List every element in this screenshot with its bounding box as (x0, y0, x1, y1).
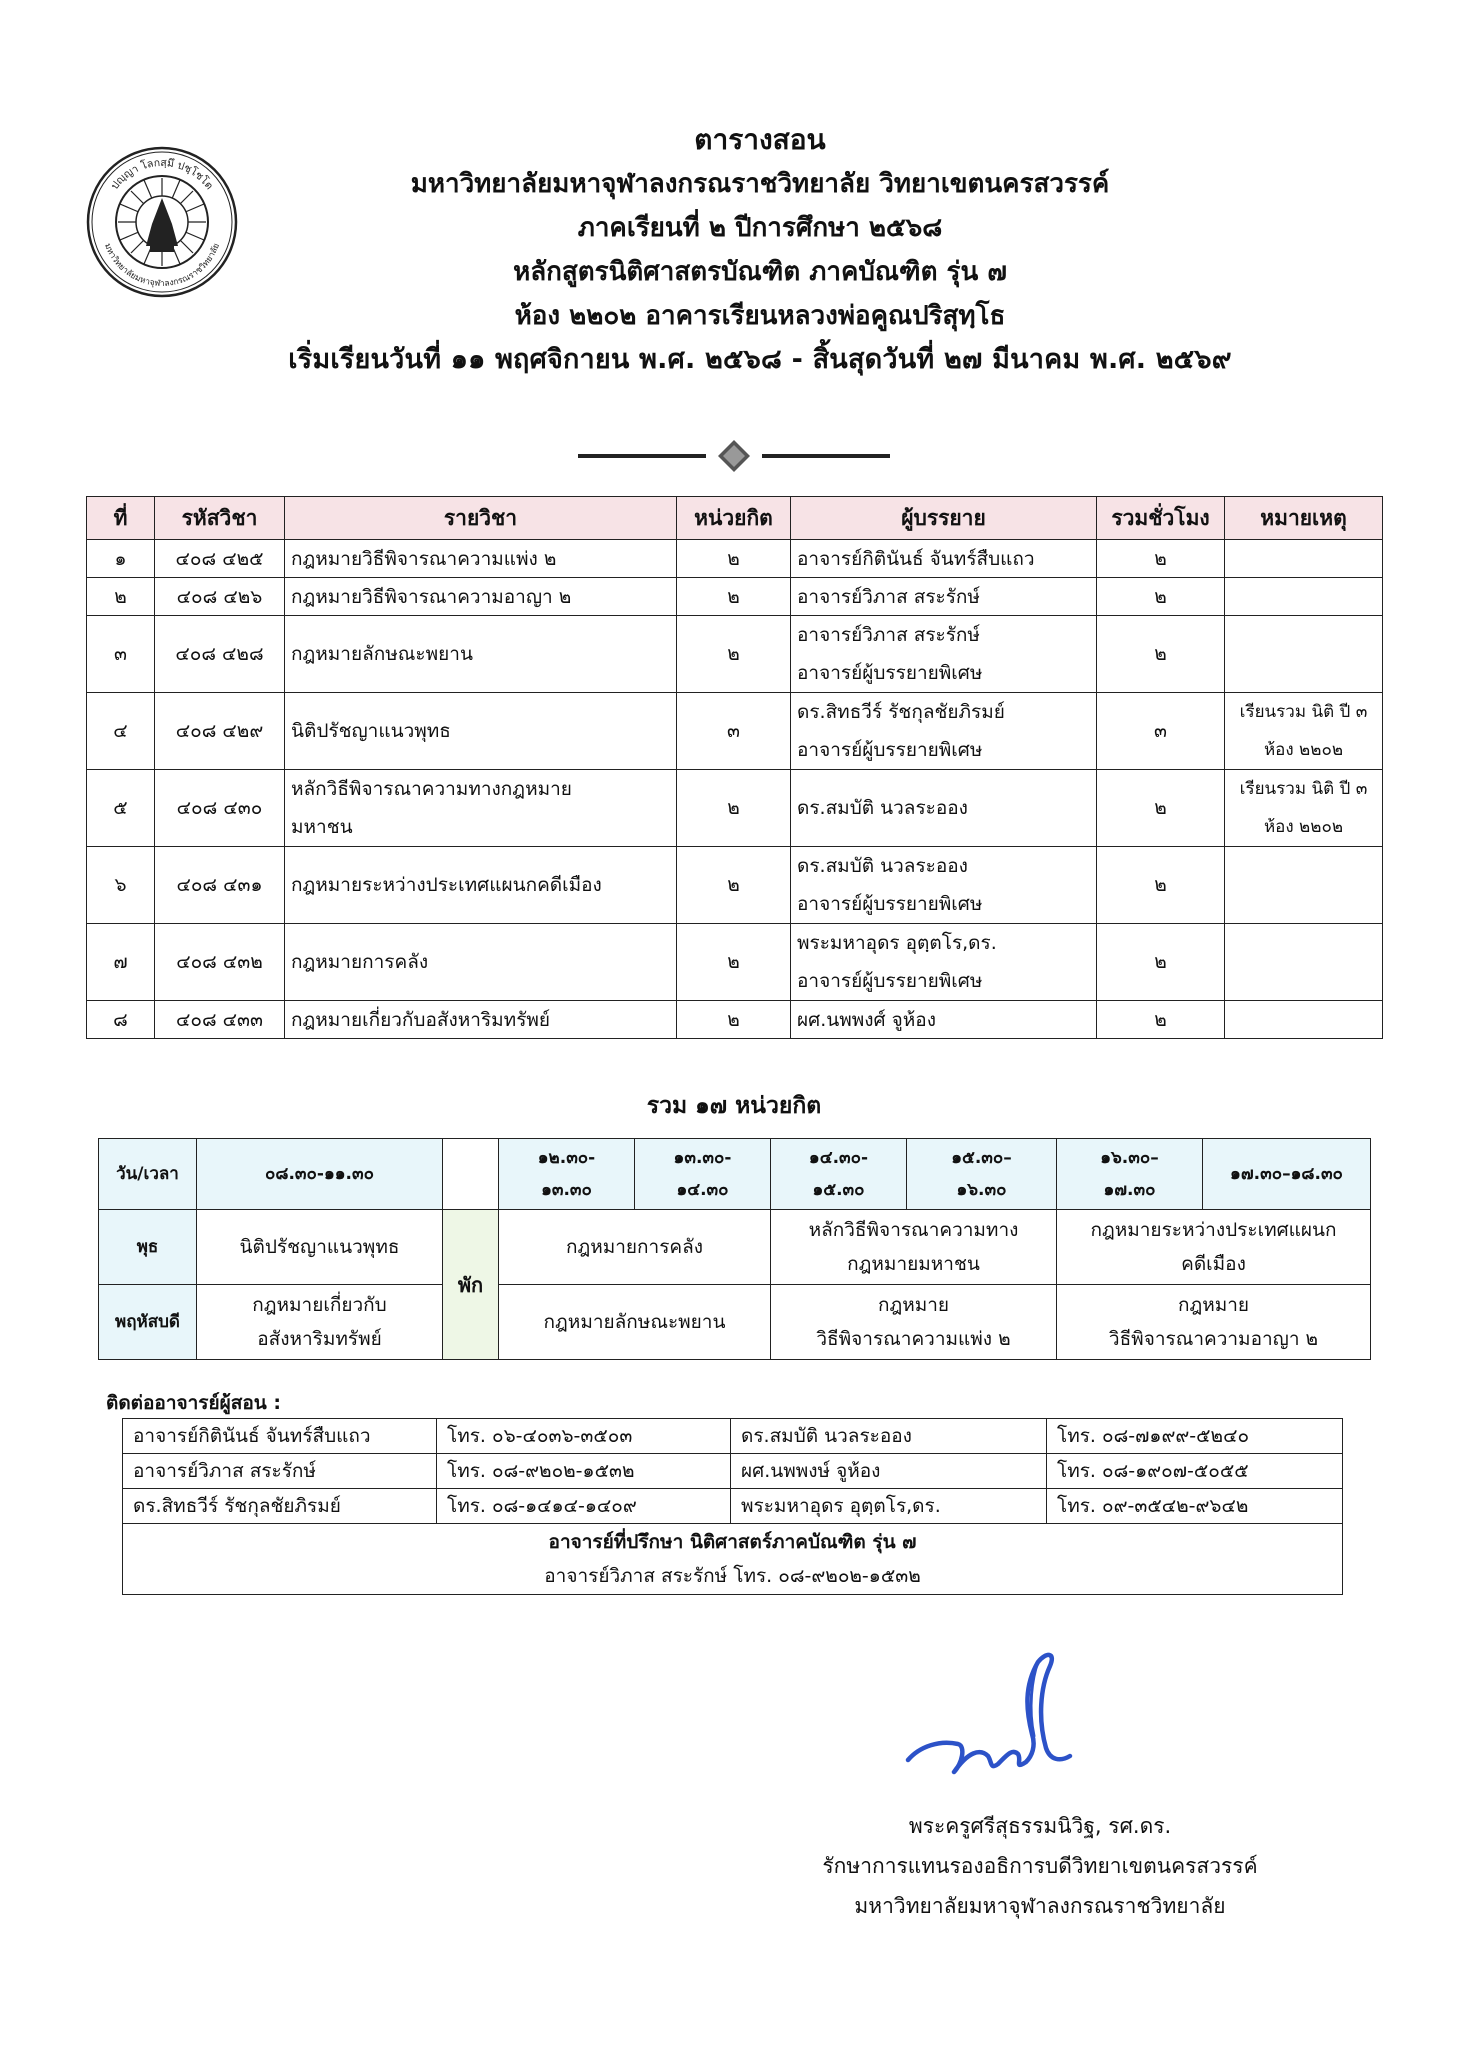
contact-phone: โทร. ๐๘-๑๙๐๗-๕๐๕๕ (1047, 1454, 1343, 1489)
advisor-title: อาจารย์ที่ปรึกษา นิติศาสตร์ภาคบัณฑิต รุ่น ๗ (548, 1531, 917, 1553)
cell-hours: ๓ (1097, 693, 1225, 770)
cell-no: ๑ (87, 540, 155, 578)
cell-hours: ๒ (1097, 770, 1225, 847)
cell-lecturer: อาจารย์วิภาส สระรักษ์ (791, 578, 1097, 616)
class-line-1: กฎหมาย (1177, 1294, 1250, 1316)
cell-no: ๔ (87, 693, 155, 770)
slot-end: ๑๓.๓๐ (541, 1180, 592, 1200)
advisor-contact: อาจารย์วิภาส สระรักษ์ โทร. ๐๘-๙๒๐๒-๑๕๓๒ (544, 1565, 921, 1587)
signer-name: พระครูศรีสุธรรมนิวิฐ, รศ.ดร. (908, 1814, 1172, 1838)
cell-code: ๔๐๘ ๔๒๕ (155, 540, 285, 578)
class-line-2: กฎหมายมหาชน (847, 1253, 980, 1275)
class-line-1: หลักวิธีพิจารณาความทาง (808, 1219, 1019, 1241)
cell-name: นิติปรัชญาแนวพุทธ (285, 693, 677, 770)
timetable-row-thursday (99, 1285, 1371, 1360)
lecturer-line-2: อาจารย์ผู้บรรยายพิเศษ (797, 739, 983, 761)
contact-name: อาจารย์กิตินันธ์ จันทร์สืบแถว (123, 1419, 437, 1454)
cell-note (1225, 1001, 1383, 1039)
course-table-header (87, 497, 1383, 540)
table-row (87, 770, 1383, 847)
table-row (87, 847, 1383, 924)
cell-lecturer (791, 847, 1097, 924)
svg-text:มหาวิทยาลัยมหาจุฬาลงกรณราชวิทย: มหาวิทยาลัยมหาจุฬาลงกรณราชวิทยาลัย (102, 242, 222, 290)
university-name: มหาวิทยาลัยมหาจุฬาลงกรณราชวิทยาลัย วิทยาเขตนครสวรรค์ (410, 169, 1110, 199)
slot-1530-1630 (907, 1139, 1057, 1210)
class-line-2: วิธีพิจารณาความแพ่ง ๒ (816, 1328, 1011, 1350)
contacts-table (122, 1418, 1343, 1595)
thu-class-3 (1057, 1285, 1371, 1360)
slot-start: ๑๖.๓๐– (1100, 1148, 1159, 1168)
cell-credits: ๒ (677, 924, 791, 1001)
contacts-title: ติดต่ออาจารย์ผู้สอน : (106, 1392, 281, 1414)
col-lecturer: ผู้บรรยาย (791, 497, 1097, 540)
table-row (87, 693, 1383, 770)
class-line-1: กฎหมายเกี่ยวกับ (252, 1294, 387, 1316)
cell-name: กฎหมายลักษณะพยาน (285, 616, 677, 693)
slot-end: ๑๗.๓๐ (1103, 1180, 1156, 1200)
cell-no: ๖ (87, 847, 155, 924)
cell-no: ๓ (87, 616, 155, 693)
cell-lecturer: ดร.สมบัติ นวลระออง (791, 770, 1097, 847)
class-line-1: กฎหมาย (877, 1294, 950, 1316)
signer-block (760, 1806, 1320, 1926)
cell-credits: ๒ (677, 540, 791, 578)
day-wednesday: พุธ (99, 1210, 197, 1285)
contact-phone: โทร. ๐๘-๙๒๐๒-๑๕๓๒ (437, 1454, 731, 1489)
day-thursday: พฤหัสบดี (99, 1285, 197, 1360)
cell-credits: ๒ (677, 616, 791, 693)
class-line-2: วิธีพิจารณาความอาญา ๒ (1108, 1328, 1319, 1350)
ornament-divider-icon (578, 438, 890, 474)
cell-credits: ๓ (677, 693, 791, 770)
cell-note (1225, 924, 1383, 1001)
slot-start: ๑๔.๓๐- (808, 1148, 869, 1168)
cell-lecturer (791, 616, 1097, 693)
cell-lecturer: ผศ.นพพงศ์ จูห้อง (791, 1001, 1097, 1039)
cell-hours: ๒ (1097, 616, 1225, 693)
col-no: ที่ (87, 497, 155, 540)
cell-credits: ๒ (677, 578, 791, 616)
university-seal-logo (86, 146, 238, 298)
slot-start: ๑๓.๓๐- (673, 1148, 732, 1168)
col-credits: หน่วยกิต (677, 497, 791, 540)
slot-1630-1730 (1057, 1139, 1203, 1210)
signer-organization: มหาวิทยาลัยมหาจุฬาลงกรณราชวิทยาลัย (854, 1894, 1226, 1918)
weekly-timetable (98, 1138, 1371, 1360)
cell-note (1225, 847, 1383, 924)
class-line-2: คดีเมือง (1181, 1253, 1246, 1275)
advisor-row (123, 1524, 1343, 1595)
cell-code: ๔๐๘ ๔๓๒ (155, 924, 285, 1001)
slot-1330-1430 (635, 1139, 771, 1210)
wed-class-1: กฎหมายการคลัง (499, 1210, 771, 1285)
lecturer-line-2: อาจารย์ผู้บรรยายพิเศษ (797, 893, 983, 915)
svg-text:ปญฺญา โลกสฺมึ ปชฺโชโต: ปญฺญา โลกสฺมึ ปชฺโชโต (108, 156, 216, 192)
cell-credits: ๒ (677, 847, 791, 924)
table-row (87, 1001, 1383, 1039)
note-line-1: เรียนรวม นิติ ปี ๓ (1239, 779, 1368, 799)
semester-line: ภาคเรียนที่ ๒ ปีการศึกษา ๒๕๖๘ (577, 213, 943, 243)
cell-hours: ๒ (1097, 578, 1225, 616)
slot-break-header (443, 1139, 499, 1210)
contact-phone: โทร. ๐๘-๑๔๑๔-๑๔๐๙ (437, 1489, 731, 1524)
slot-end: ๑๕.๓๐ (812, 1180, 865, 1200)
cell-code: ๔๐๘ ๔๓๐ (155, 770, 285, 847)
contact-phone: โทร. ๐๖-๔๐๓๖-๓๕๐๓ (437, 1419, 731, 1454)
lunch-break: พัก (443, 1210, 499, 1360)
contact-name: อาจารย์วิภาส สระรักษ์ (123, 1454, 437, 1489)
table-row (87, 616, 1383, 693)
cell-name: กฎหมายเกี่ยวกับอสังหาริมทรัพย์ (285, 1001, 677, 1039)
col-name: รายวิชา (285, 497, 677, 540)
contact-name: ดร.สิทธวีร์ รัชกุลชัยภิรมย์ (123, 1489, 437, 1524)
col-hours: รวมชั่วโมง (1097, 497, 1225, 540)
slot-start: ๑๕.๓๐– (951, 1148, 1012, 1168)
lecturer-line-2: อาจารย์ผู้บรรยายพิเศษ (797, 970, 983, 992)
total-credits: รวม ๑๗ หน่วยกิต (646, 1093, 822, 1119)
cell-code: ๔๐๘ ๔๓๑ (155, 847, 285, 924)
cell-note (1225, 578, 1383, 616)
document-header (260, 118, 1260, 382)
cell-code: ๔๐๘ ๔๓๓ (155, 1001, 285, 1039)
cell-code: ๔๐๘ ๔๒๘ (155, 616, 285, 693)
signature-icon (900, 1648, 1100, 1800)
cell-hours: ๒ (1097, 924, 1225, 1001)
wed-class-3 (1057, 1210, 1371, 1285)
cell-note (1225, 693, 1383, 770)
cell-note (1225, 540, 1383, 578)
advisor-cell (123, 1524, 1343, 1595)
cell-no: ๒ (87, 578, 155, 616)
timetable-row-wednesday (99, 1210, 1371, 1285)
table-row (123, 1454, 1343, 1489)
lecturer-line-1: อาจารย์วิภาส สระรักษ์ (797, 624, 980, 646)
cell-code: ๔๐๘ ๔๒๖ (155, 578, 285, 616)
table-row (87, 578, 1383, 616)
wed-morning-class: นิติปรัชญาแนวพุทธ (197, 1210, 443, 1285)
class-line-2: อสังหาริมทรัพย์ (257, 1328, 382, 1350)
class-line-1: กฎหมายระหว่างประเทศแผนก (1090, 1219, 1337, 1241)
slot-1430-1530 (771, 1139, 907, 1210)
course-name-line-1: หลักวิธีพิจารณาความทางกฎหมาย (291, 778, 572, 800)
dates-line: เริ่มเรียนวันที่ ๑๑ พฤศจิกายน พ.ศ. ๒๕๖๘ - สิ้นสุดวันที่ ๒๗ มีนาคม พ.ศ. ๒๕๖๙ (288, 344, 1232, 375)
cell-note (1225, 616, 1383, 693)
note-line-1: เรียนรวม นิติ ปี ๓ (1239, 702, 1368, 722)
wed-class-2 (771, 1210, 1057, 1285)
cell-no: ๗ (87, 924, 155, 1001)
table-row (87, 924, 1383, 1001)
cell-credits: ๒ (677, 1001, 791, 1039)
lecturer-line-1: ดร.สมบัติ นวลระออง (797, 855, 968, 877)
cell-name: กฎหมายระหว่างประเทศแผนกคดีเมือง (285, 847, 677, 924)
program-line: หลักสูตรนิติศาสตรบัณฑิต ภาคบัณฑิต รุ่น ๗ (513, 257, 1007, 287)
contact-phone: โทร. ๐๙-๓๕๔๒-๙๖๔๒ (1047, 1489, 1343, 1524)
cell-lecturer (791, 693, 1097, 770)
contact-name: พระมหาอุดร อุตฺตโร,ดร. (731, 1489, 1047, 1524)
thu-class-2 (771, 1285, 1057, 1360)
cell-hours: ๒ (1097, 847, 1225, 924)
slot-0830-1130: ๐๘.๓๐-๑๑.๓๐ (197, 1139, 443, 1210)
cell-name (285, 770, 677, 847)
cell-hours: ๒ (1097, 1001, 1225, 1039)
thu-morning-class (197, 1285, 443, 1360)
cell-note (1225, 770, 1383, 847)
note-line-2: ห้อง ๒๒๐๒ (1263, 817, 1344, 837)
signer-position: รักษาการแทนรองอธิการบดีวิทยาเขตนครสวรรค์ (822, 1854, 1258, 1878)
cell-code: ๔๐๘ ๔๒๙ (155, 693, 285, 770)
col-code: รหัสวิชา (155, 497, 285, 540)
table-row (123, 1489, 1343, 1524)
lecturer-line-1: พระมหาอุดร อุตฺตโร,ดร. (797, 932, 997, 954)
slot-1730-1830: ๑๗.๓๐–๑๘.๓๐ (1203, 1139, 1371, 1210)
slot-end: ๑๖.๓๐ (956, 1180, 1007, 1200)
table-row (123, 1419, 1343, 1454)
corner-cell: วัน/เวลา (99, 1139, 197, 1210)
cell-name: กฎหมายการคลัง (285, 924, 677, 1001)
contact-name: ผศ.นพพงษ์ จูห้อง (731, 1454, 1047, 1489)
table-row (87, 540, 1383, 578)
cell-credits: ๒ (677, 770, 791, 847)
lecturer-line-1: ดร.สิทธวีร์ รัชกุลชัยภิรมย์ (797, 701, 1005, 723)
cell-hours: ๒ (1097, 540, 1225, 578)
note-line-2: ห้อง ๒๒๐๒ (1263, 740, 1344, 760)
cell-name: กฎหมายวิธีพิจารณาความแพ่ง ๒ (285, 540, 677, 578)
thu-class-1: กฎหมายลักษณะพยาน (499, 1285, 771, 1360)
contact-name: ดร.สมบัติ นวลระออง (731, 1419, 1047, 1454)
cell-no: ๘ (87, 1001, 155, 1039)
contact-phone: โทร. ๐๘-๗๑๙๙-๕๒๔๐ (1047, 1419, 1343, 1454)
slot-end: ๑๔.๓๐ (676, 1180, 729, 1200)
cell-no: ๕ (87, 770, 155, 847)
room-line: ห้อง ๒๒๐๒ อาคารเรียนหลวงพ่อคูณปริสุทฺโธ (514, 301, 1006, 331)
document-title: ตารางสอน (694, 123, 826, 156)
cell-lecturer (791, 924, 1097, 1001)
slot-1230-1330 (499, 1139, 635, 1210)
course-name-line-2: มหาชน (291, 816, 353, 838)
slot-start: ๑๒.๓๐- (537, 1148, 596, 1168)
course-table (86, 496, 1383, 1039)
cell-name: กฎหมายวิธีพิจารณาความอาญา ๒ (285, 578, 677, 616)
lecturer-line-2: อาจารย์ผู้บรรยายพิเศษ (797, 662, 983, 684)
timetable-header (99, 1139, 1371, 1210)
col-note: หมายเหตุ (1225, 497, 1383, 540)
cell-lecturer: อาจารย์กิตินันธ์ จันทร์สืบแถว (791, 540, 1097, 578)
